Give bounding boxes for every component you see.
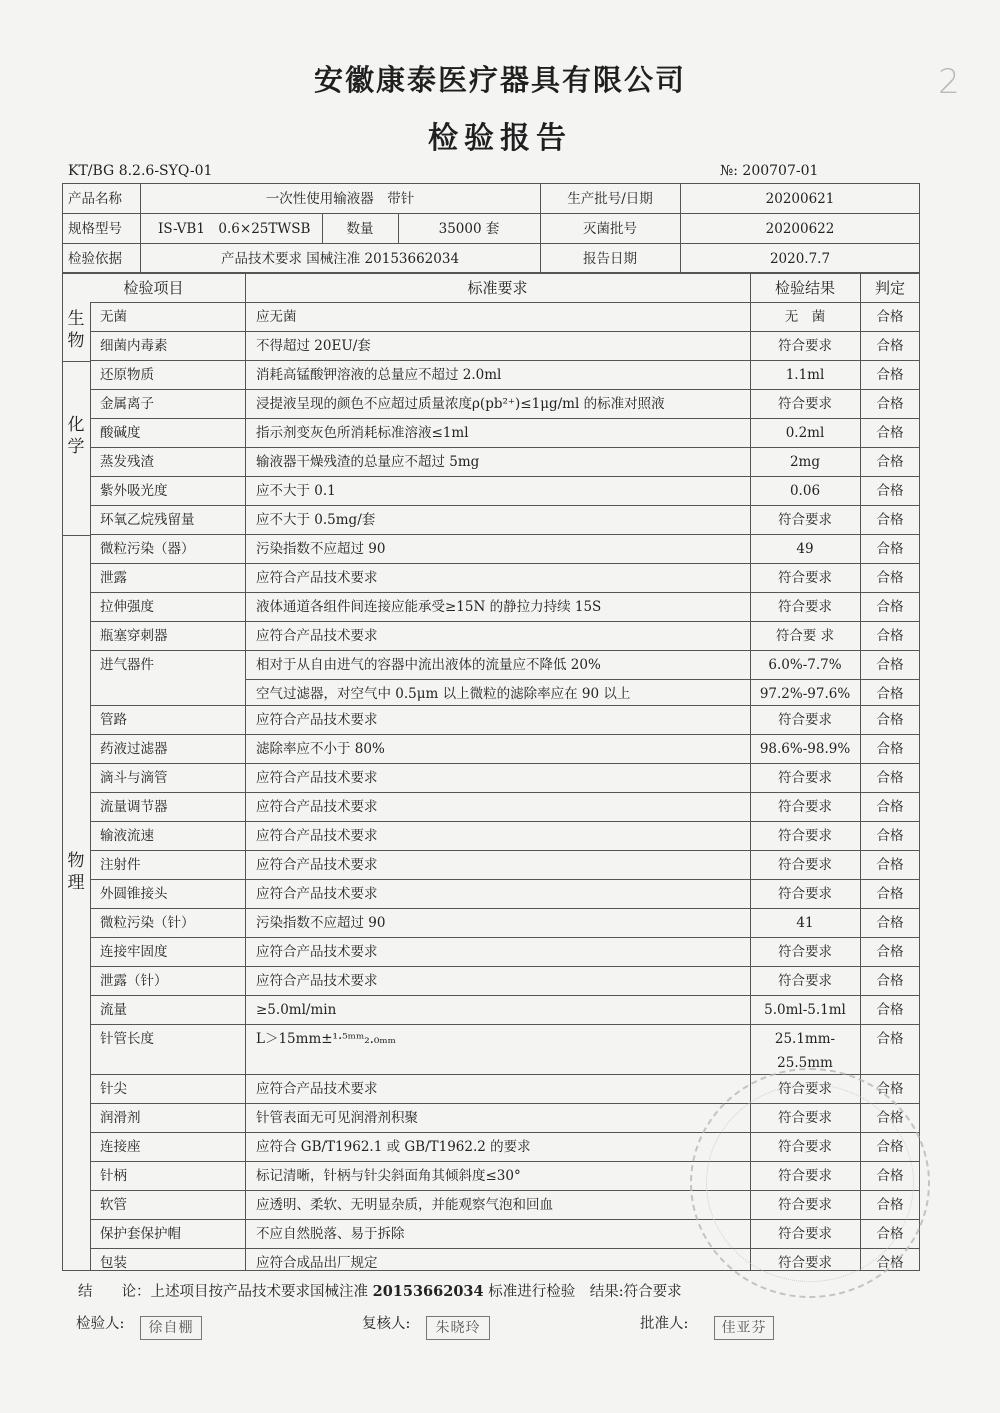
row-divider bbox=[90, 389, 920, 390]
row-item: 软管 bbox=[100, 1197, 127, 1213]
row-standard: 浸提液呈现的颜色不应超过质量浓度ρ(pb²⁺)≤1μg/ml 的标准对照液 bbox=[256, 396, 665, 412]
row-item: 流量 bbox=[100, 1002, 127, 1018]
row-standard: 应符合产品技术要求 bbox=[256, 1081, 378, 1097]
conclusion-result: 结果:符合要求 bbox=[589, 1284, 682, 1300]
row-result: 符合要求 bbox=[778, 973, 832, 989]
row-result: 0.2ml bbox=[785, 425, 825, 441]
row-divider bbox=[90, 534, 920, 535]
approver-label: 批准人: bbox=[640, 1316, 689, 1332]
row-standard: 应透明、柔软、无明显杂质，并能观察气泡和回血 bbox=[256, 1197, 553, 1213]
row-divider bbox=[90, 821, 920, 822]
row-item: 金属离子 bbox=[100, 396, 154, 412]
row-verdict: 合格 bbox=[876, 628, 904, 644]
row-item: 微粒污染（针） bbox=[100, 915, 195, 931]
row-result: 符合要求 bbox=[778, 599, 832, 615]
row-divider bbox=[90, 995, 920, 996]
row-result: 符合要求 bbox=[778, 799, 832, 815]
row-standard: 应符合产品技术要求 bbox=[256, 973, 378, 989]
row-standard: 针管表面无可见润滑剂积聚 bbox=[256, 1110, 418, 1126]
header-result: 检验结果 bbox=[774, 279, 835, 297]
row-divider bbox=[90, 418, 920, 419]
row-verdict: 合格 bbox=[876, 686, 904, 702]
row-item: 外圆锥接头 bbox=[100, 886, 168, 902]
row-result: 符合要 求 bbox=[775, 628, 835, 644]
row-item: 还原物质 bbox=[100, 367, 154, 383]
row-result: 无 菌 bbox=[784, 309, 826, 325]
row-item: 针尖 bbox=[100, 1081, 127, 1097]
report-date: 2020.7.7 bbox=[769, 251, 831, 267]
row-verdict: 合格 bbox=[876, 570, 904, 586]
row-standard: 应符合成品出厂规定 bbox=[256, 1255, 378, 1271]
row-item: 包装 bbox=[100, 1255, 127, 1271]
batch-date: 20200621 bbox=[765, 191, 835, 207]
row-standard: 应符合产品技术要求 bbox=[256, 712, 378, 728]
row-divider bbox=[90, 650, 920, 651]
row-item: 滴斗与滴管 bbox=[100, 770, 168, 786]
row-divider bbox=[90, 505, 920, 506]
quantity-value: 35000 套 bbox=[438, 221, 500, 237]
group-label-bio: 生物 bbox=[67, 309, 85, 351]
row-divider bbox=[90, 850, 920, 851]
row-verdict: 合格 bbox=[876, 1110, 904, 1126]
group-label-phys: 物理 bbox=[67, 851, 85, 893]
row-result: 符合要求 bbox=[778, 338, 832, 354]
row-divider bbox=[90, 966, 920, 967]
row-verdict: 合格 bbox=[876, 1002, 904, 1018]
row-verdict: 合格 bbox=[876, 425, 904, 441]
row-result: 符合要求 bbox=[778, 857, 832, 873]
row-divider bbox=[90, 447, 920, 448]
row-verdict: 合格 bbox=[876, 741, 904, 757]
row-result: 符合要求 bbox=[778, 770, 832, 786]
row-standard: 应符合产品技术要求 bbox=[256, 944, 378, 960]
row-standard: 指示剂变灰色所消耗标准溶液≤1ml bbox=[256, 425, 469, 441]
row-item: 瓶塞穿刺器 bbox=[100, 628, 168, 644]
row-item: 管路 bbox=[100, 712, 127, 728]
row-result: 符合要求 bbox=[778, 828, 832, 844]
row-result: 符合要求 bbox=[778, 1226, 832, 1242]
conclusion-reg-no: 20153662034 bbox=[372, 1283, 484, 1300]
row-standard: 应符合产品技术要求 bbox=[256, 799, 378, 815]
row-divider bbox=[90, 937, 920, 938]
spec-value: IS-VB1 0.6×25TWSB bbox=[158, 221, 311, 237]
header-item: 检验项目 bbox=[123, 279, 184, 297]
row-standard: 不应自然脱落、易于拆除 bbox=[256, 1226, 405, 1242]
row-divider bbox=[90, 908, 920, 909]
row-item: 连接座 bbox=[100, 1139, 141, 1155]
row-standard: 不得超过 20EU/套 bbox=[256, 338, 371, 354]
conclusion-text-b: 标准进行检验 bbox=[483, 1284, 590, 1300]
product-name: 一次性使用输液器 带针 bbox=[265, 191, 415, 207]
row-result: 符合要求 bbox=[778, 1168, 832, 1184]
row-verdict: 合格 bbox=[876, 712, 904, 728]
document-code: KT/BG 8.2.6-SYQ-01 bbox=[68, 163, 213, 179]
row-result: 符合要求 bbox=[778, 512, 832, 528]
sterile-batch: 20200622 bbox=[765, 221, 835, 237]
row-divider bbox=[90, 592, 920, 593]
row-verdict: 合格 bbox=[876, 973, 904, 989]
row-verdict: 合格 bbox=[876, 512, 904, 528]
row-verdict: 合格 bbox=[876, 454, 904, 470]
report-number: №: 200707-01 bbox=[720, 163, 819, 179]
sterile-batch-label: 灭菌批号 bbox=[583, 221, 637, 237]
row-divider bbox=[90, 879, 920, 880]
row-verdict: 合格 bbox=[876, 541, 904, 557]
row-verdict: 合格 bbox=[876, 483, 904, 499]
row-verdict: 合格 bbox=[876, 828, 904, 844]
quantity-label: 数量 bbox=[346, 221, 374, 237]
row-result: 符合要求 bbox=[778, 1139, 832, 1155]
col-line-item bbox=[245, 273, 246, 1271]
row-divider bbox=[90, 763, 920, 764]
row-result: 符合要求 bbox=[778, 1081, 832, 1097]
row-item: 润滑剂 bbox=[100, 1110, 141, 1126]
row-standard: 滤除率应不小于 80% bbox=[256, 741, 385, 757]
row-verdict: 合格 bbox=[876, 944, 904, 960]
row-result: 符合要求 bbox=[778, 712, 832, 728]
row-divider bbox=[90, 705, 920, 706]
row-standard: 输液器干燥残渣的总量应不超过 5mg bbox=[256, 454, 480, 470]
row-verdict: 合格 bbox=[876, 1255, 904, 1271]
row-result: 符合要求 bbox=[778, 570, 832, 586]
row-standard: 应不大于 0.1 bbox=[256, 483, 336, 499]
row-result: 符合要求 bbox=[778, 396, 832, 412]
row-item: 保护套保护帽 bbox=[100, 1226, 181, 1242]
row-verdict: 合格 bbox=[876, 309, 904, 325]
row-standard: 空气过滤器，对空气中 0.5μm 以上微粒的滤除率应在 90 以上 bbox=[256, 686, 631, 702]
row-divider bbox=[90, 302, 920, 303]
row-verdict: 合格 bbox=[876, 367, 904, 383]
row-divider bbox=[90, 331, 920, 332]
row-verdict: 合格 bbox=[876, 799, 904, 815]
report-title: 检验报告 bbox=[428, 121, 572, 156]
report-date-label: 报告日期 bbox=[583, 251, 637, 267]
row-verdict: 合格 bbox=[876, 915, 904, 931]
approver-signature: 佳亚芬 bbox=[714, 1316, 774, 1340]
row-standard: 应符合产品技术要求 bbox=[256, 628, 378, 644]
row-item: 针柄 bbox=[100, 1168, 127, 1184]
row-verdict: 合格 bbox=[876, 1226, 904, 1242]
row-verdict: 合格 bbox=[876, 1139, 904, 1155]
reviewer-signature: 朱晓玲 bbox=[426, 1316, 490, 1340]
row-item: 环氧乙烷残留量 bbox=[100, 512, 195, 528]
row-verdict: 合格 bbox=[876, 1081, 904, 1097]
group-label-chem: 化学 bbox=[67, 415, 85, 457]
row-result: 0.06 bbox=[789, 483, 821, 499]
row-standard: 应不大于 0.5mg/套 bbox=[256, 512, 376, 528]
row-result: 符合要求 bbox=[778, 944, 832, 960]
header-verdict: 判定 bbox=[874, 279, 905, 297]
row-result: 5.0ml-5.1ml bbox=[764, 1002, 846, 1018]
row-standard: 污染指数不应超过 90 bbox=[256, 915, 386, 931]
row-result: 符合要求 bbox=[778, 886, 832, 902]
page-mark: 2 bbox=[938, 62, 960, 102]
row-divider bbox=[90, 563, 920, 564]
row-standard: 应符合产品技术要求 bbox=[256, 857, 378, 873]
row-standard: 应符合 GB/T1962.1 或 GB/T1962.2 的要求 bbox=[256, 1139, 531, 1155]
inspector-label: 检验人: bbox=[76, 1316, 125, 1332]
row-divider bbox=[90, 1024, 920, 1025]
row-divider bbox=[90, 621, 920, 622]
row-divider bbox=[90, 792, 920, 793]
row-item: 输液流速 bbox=[100, 828, 154, 844]
conclusion bbox=[78, 1280, 682, 1301]
row-result: 6.0%-7.7% bbox=[768, 657, 842, 673]
row-verdict: 合格 bbox=[876, 396, 904, 412]
batch-date-label: 生产批号/日期 bbox=[567, 191, 653, 207]
row-divider bbox=[90, 476, 920, 477]
conclusion-label: 结 论： bbox=[78, 1284, 151, 1300]
row-standard: 应符合产品技术要求 bbox=[256, 770, 378, 786]
spec-label: 规格型号 bbox=[68, 221, 122, 237]
row-result: 1.1ml bbox=[785, 367, 825, 383]
row-item: 连接牢固度 bbox=[100, 944, 168, 960]
row-result: 25.1mm- bbox=[774, 1031, 836, 1047]
row-verdict: 合格 bbox=[876, 886, 904, 902]
row-standard: 相对于从自由进气的容器中流出液体的流量应不降低 20% bbox=[256, 657, 601, 673]
row-standard: 液体通道各组件间连接应能承受≥15N 的静拉力持续 15S bbox=[256, 599, 602, 615]
row-standard: 应符合产品技术要求 bbox=[256, 570, 378, 586]
row-verdict: 合格 bbox=[876, 599, 904, 615]
company-name: 安徽康泰医疗器具有限公司 bbox=[313, 63, 686, 97]
row-item: 注射件 bbox=[100, 857, 141, 873]
row-item: 蒸发残渣 bbox=[100, 454, 154, 470]
row-verdict: 合格 bbox=[876, 338, 904, 354]
row-result: 符合要求 bbox=[778, 1255, 832, 1271]
conclusion-text-a: 上述项目按产品技术要求国械注准 bbox=[150, 1284, 373, 1300]
row-standard: L＞15mm±¹·⁵ᵐᵐ₂.₀ₘₘ bbox=[256, 1031, 396, 1047]
row-item: 泄露（针） bbox=[100, 973, 168, 989]
row-result: 41 bbox=[796, 915, 814, 931]
row-standard: 应符合产品技术要求 bbox=[256, 886, 378, 902]
row-standard: 应符合产品技术要求 bbox=[256, 828, 378, 844]
row-result: 符合要求 bbox=[778, 1110, 832, 1126]
row-result: 49 bbox=[796, 541, 814, 557]
row-standard: 污染指数不应超过 90 bbox=[256, 541, 386, 557]
row-standard: 应无菌 bbox=[256, 309, 297, 325]
inspection-seal bbox=[690, 1068, 930, 1298]
inspector-signature: 徐自棚 bbox=[140, 1316, 202, 1340]
row-verdict: 合格 bbox=[876, 1031, 904, 1047]
row-item: 药液过滤器 bbox=[100, 741, 168, 757]
reviewer-label: 复核人: bbox=[362, 1316, 411, 1332]
row-result: 2mg bbox=[789, 454, 821, 470]
row-item: 流量调节器 bbox=[100, 799, 168, 815]
product-name-label: 产品名称 bbox=[68, 191, 122, 207]
row-standard: 标记清晰，针柄与针尖斜面角其倾斜度≤30° bbox=[256, 1168, 521, 1184]
row-item: 紫外吸光度 bbox=[100, 483, 168, 499]
row-verdict: 合格 bbox=[876, 1197, 904, 1213]
basis-label: 检验依据 bbox=[68, 251, 122, 267]
row-item: 细菌内毒素 bbox=[100, 338, 168, 354]
row-verdict: 合格 bbox=[876, 1168, 904, 1184]
header-standard: 标准要求 bbox=[467, 279, 528, 297]
row-result-line2: 25.5mm bbox=[777, 1055, 833, 1071]
row-item: 酸碱度 bbox=[100, 425, 141, 441]
row-result: 98.6%-98.9% bbox=[759, 741, 851, 757]
row-verdict: 合格 bbox=[876, 657, 904, 673]
row-item: 泄露 bbox=[100, 570, 127, 586]
row-item: 微粒污染（器） bbox=[100, 541, 195, 557]
basis-value: 产品技术要求 国械注准 20153662034 bbox=[220, 251, 460, 267]
row-standard: ≥5.0ml/min bbox=[256, 1002, 337, 1018]
row-divider bbox=[90, 734, 920, 735]
row-divider bbox=[90, 360, 920, 361]
row-result: 97.2%-97.6% bbox=[759, 686, 851, 702]
row-standard: 消耗高锰酸钾溶液的总量应不超过 2.0ml bbox=[256, 367, 502, 383]
row-item: 针管长度 bbox=[100, 1031, 154, 1047]
row-item: 无菌 bbox=[100, 309, 127, 325]
row-verdict: 合格 bbox=[876, 857, 904, 873]
row-divider bbox=[245, 679, 920, 680]
row-item: 拉伸强度 bbox=[100, 599, 154, 615]
row-verdict: 合格 bbox=[876, 770, 904, 786]
row-result: 符合要求 bbox=[778, 1197, 832, 1213]
row-item: 进气器件 bbox=[100, 657, 154, 673]
